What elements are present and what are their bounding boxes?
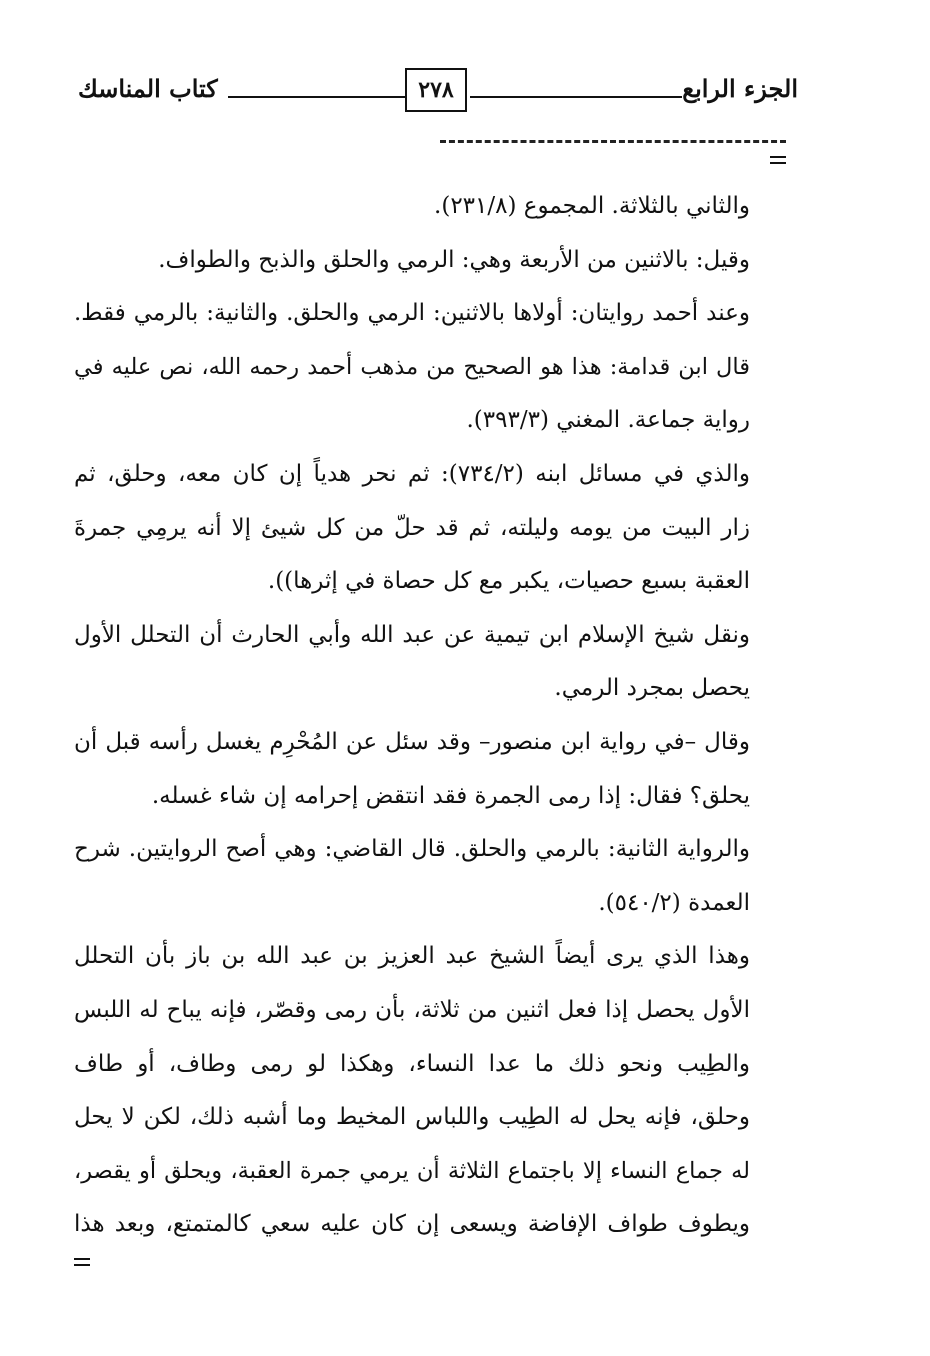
continuation-mark-bottom [74, 1258, 90, 1266]
text-line: زار البيت من يومه وليلته، ثم قد حلّ من كل شيئ إلا أنه يرمِي جمرةَ [74, 514, 750, 541]
text-line: والذي في مسائل ابنه (٧٣٤/٢): ثم نحر هدياً إن كان معه، وحلق، ثم [74, 460, 750, 487]
text-line: وهذا الذي يرى أيضاً الشيخ عبد العزيز بن عبد الله بن باز بأن التحلل [74, 943, 750, 970]
text-line: قال ابن قدامة: هذا هو الصحيح من مذهب أحمد رحمه الله، نص عليه في [74, 353, 750, 380]
text-line: ويطوف طواف الإفاضة ويسعى إن كان عليه سعي كالمتمتع، وبعد هذا [74, 1211, 750, 1238]
running-head-book: كتاب المناسك [78, 74, 218, 103]
continuation-mark-top [770, 156, 786, 164]
header-rule-right [470, 96, 682, 98]
text-line: والرواية الثانية: بالرمي والحلق. قال القاضي: وهي أصح الروايتين. شرح [74, 836, 750, 863]
text-line: وقيل: بالاثنين من الأربعة وهي: الرمي والحلق والذبح والطواف. [158, 246, 750, 273]
text-line: العقبة بسبع حصيات، يكبر مع كل حصاة في إثرها)). [267, 568, 750, 595]
text-line: العمدة (٥٤٠/٢). [598, 889, 750, 916]
footnote-body [74, 180, 750, 1252]
text-line: وحلق، فإنه يحل له الطِيب واللباس المخيط وما أشبه ذلك، لكن لا يحل [74, 1104, 750, 1131]
text-line: والطِيب ونحو ذلك ما عدا النساء، وهكذا لو رمى وطاف، أو طاف [74, 1050, 750, 1077]
text-line: له جماع النساء إلا باجتماع الثلاثة أن يرمي جمرة العقبة، ويحلق أو يقصر، [74, 1157, 750, 1184]
text-line: وقال –في رواية ابن منصور– وقد سئل عن المُحْرِم يغسل رأسه قبل أن [74, 728, 750, 755]
footnote-dashed-rule [440, 140, 786, 143]
text-line: ونقل شيخ الإسلام ابن تيمية عن عبد الله وأبي الحارث أن التحلل الأول [74, 621, 750, 648]
page-header [78, 64, 798, 120]
text-line: يحصل بمجرد الرمي. [554, 675, 750, 702]
text-line: والثاني بالثلاثة. المجموع (٢٣١/٨). [434, 193, 750, 219]
running-head-part: الجزء الرابع [682, 74, 798, 103]
text-line: يحلق؟ فقال: إذا رمى الجمرة فقد انتقض إحرامه إن شاء غسله. [151, 782, 750, 809]
header-rule-left [228, 96, 406, 98]
text-line: رواية جماعة. المغني (٣٩٣/٣). [466, 407, 750, 434]
text-line: الأول يحصل إذا فعل اثنين من ثلاثة، بأن رمى وقصّر، فإنه يباح له اللبس [74, 996, 750, 1023]
page-number: ٢٧٨ [405, 68, 467, 112]
text-line: وعند أحمد روايتان: أولاها بالاثنين: الرمي والحلق. والثانية: بالرمي فقط. [74, 300, 750, 327]
